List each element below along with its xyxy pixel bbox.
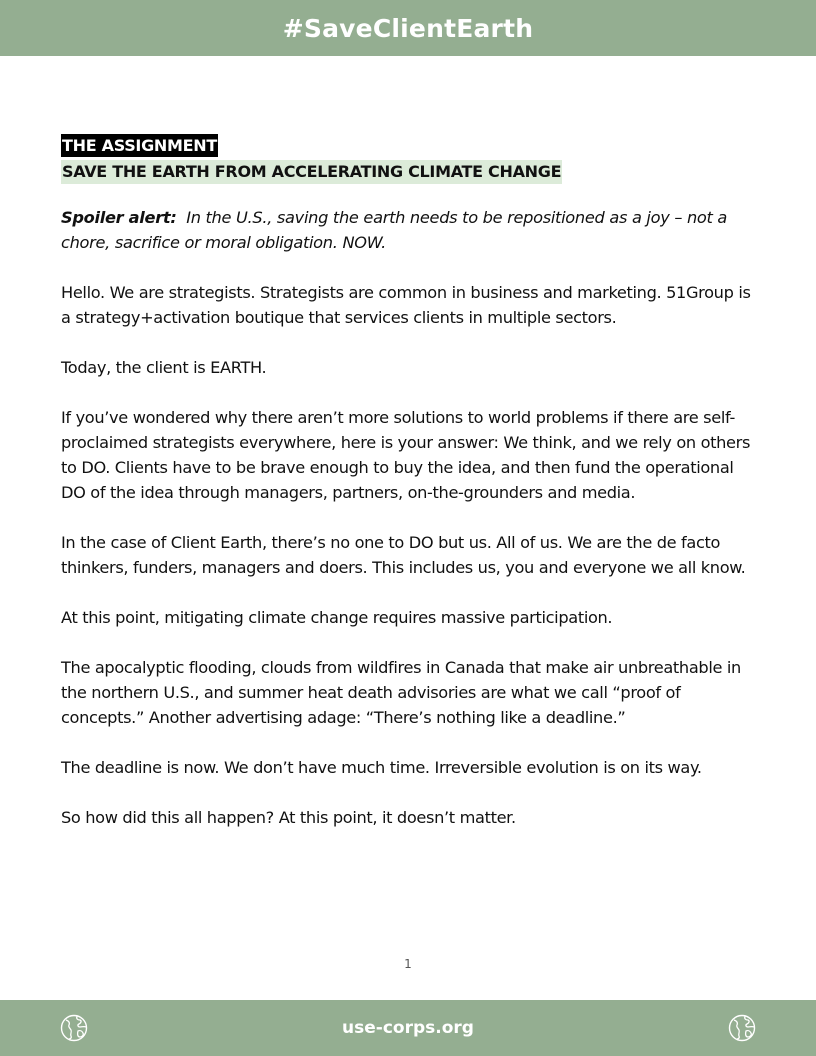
- globe-icon: [728, 1014, 756, 1042]
- footer-bar: [0, 1000, 816, 1056]
- paragraph-closing: So how did this all happen? At this point, it doesn’t matter.: [61, 808, 516, 827]
- paragraph-client: Today, the client is EARTH.: [61, 358, 267, 377]
- paragraph-strategists: If you’ve wondered why there aren’t more solutions to world problems if there are self-proclaimed strategists everywhere, here is your answer: We think, and we rely on others to DO. Clients have to be brave enough to buy the idea, and then fund the operational DO of the idea through managers, partners, on-the-grounders and media.: [61, 408, 751, 502]
- header-title: #SaveClientEarth: [282, 13, 534, 43]
- paragraph-proof: The apocalyptic flooding, clouds from wildfires in Canada that make air unbreathable in the northern U.S., and summer heat death advisories are what we call “proof of concepts.” Another advertising adage: “There’s nothing like a deadline.”: [61, 658, 741, 727]
- assignment-heading: SAVE THE EARTH FROM ACCELERATING CLIMATE CHANGE: [61, 160, 562, 184]
- spoiler-text: In the U.S., saving the earth needs to be repositioned as a joy – not a chore, sacrifice or moral obligation. NOW.: [61, 208, 728, 252]
- assignment-label-row: [61, 133, 761, 158]
- footer-url[interactable]: use-corps.org: [342, 1018, 474, 1038]
- globe-icon: [60, 1014, 88, 1042]
- document-body: [61, 133, 761, 830]
- paragraph-deadline: The deadline is now. We don’t have much time. Irreversible evolution is on its way.: [61, 758, 702, 777]
- paragraph-client-earth: In the case of Client Earth, there’s no one to DO but us. All of us. We are the de facto thinkers, funders, managers and doers. This includes us, you and everyone we all know.: [61, 533, 746, 577]
- paragraph-participation: At this point, mitigating climate change requires massive participation.: [61, 608, 613, 627]
- paragraph-intro: Hello. We are strategists. Strategists are common in business and marketing. 51Group is a strategy+activation boutique that services clients in multiple sectors.: [61, 283, 751, 327]
- header-bar: [0, 0, 816, 56]
- spoiler-label: Spoiler alert:: [61, 208, 177, 227]
- page-number: 1: [404, 957, 412, 971]
- assignment-label: THE ASSIGNMENT: [62, 136, 217, 155]
- spoiler-alert: [61, 205, 761, 255]
- assignment-heading-row: [61, 158, 761, 184]
